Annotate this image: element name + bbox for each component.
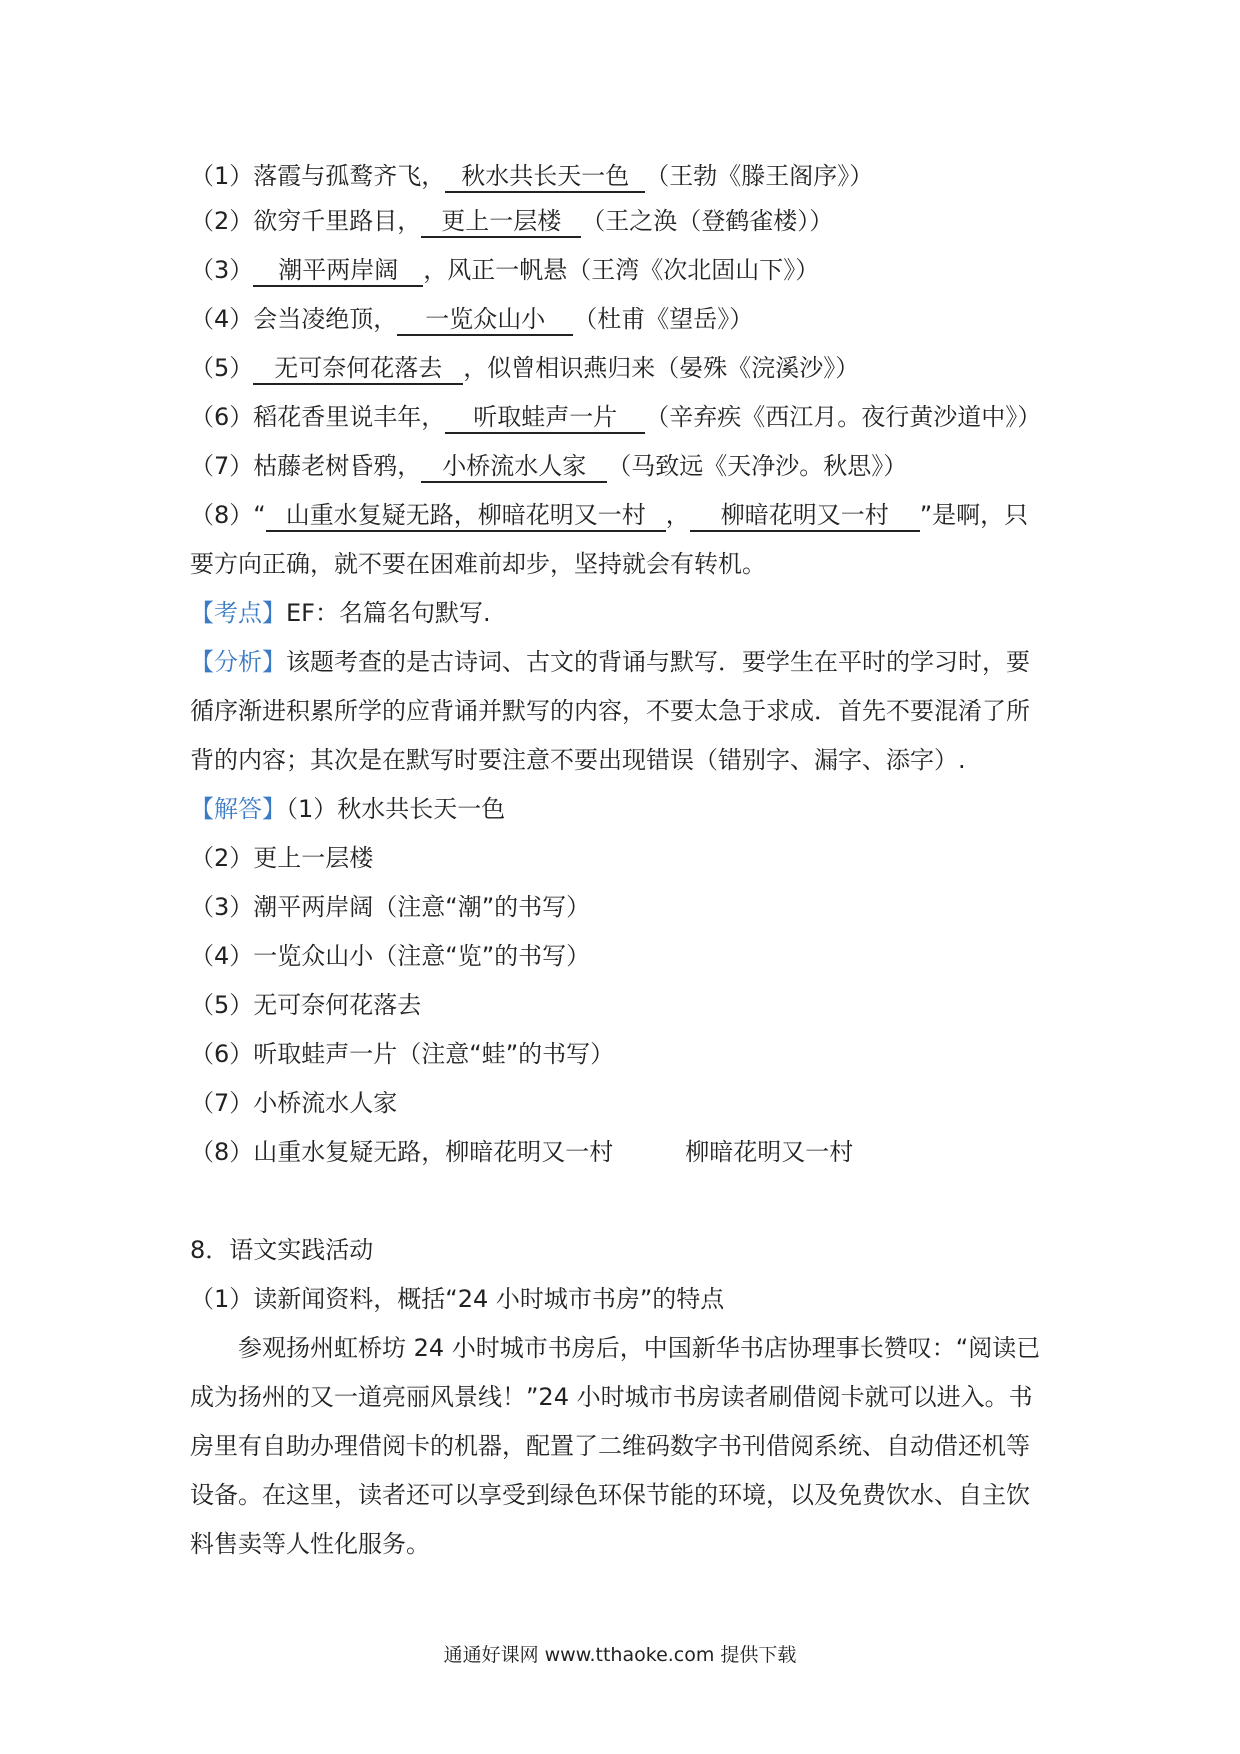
- jieda-item: （4）一览众山小（注意“览”的书写）: [190, 942, 591, 970]
- question-number: （3）: [190, 256, 254, 284]
- kaodian-section: [190, 597, 491, 629]
- question-number: （5）: [190, 354, 254, 382]
- jieda-section: [190, 793, 505, 825]
- question-8: [190, 499, 1028, 532]
- jieda-item: （3）潮平两岸阔（注意“潮”的书写）: [190, 893, 591, 921]
- question-number: （2）: [190, 207, 254, 235]
- question-prefix: 落霞与孤鹜齐飞，: [253, 162, 446, 190]
- question-number: （7）: [190, 452, 254, 480]
- question-prefix: 欲穷千里路目，: [253, 207, 422, 235]
- comma: ，: [665, 501, 690, 529]
- question-source: （辛弃疾《西江月。夜行黄沙道中》）: [645, 403, 1042, 431]
- open-quote: “: [253, 501, 266, 529]
- answer-blank: 更上一层楼: [421, 206, 581, 238]
- question-prefix: 枯藤老树昏鸦，: [253, 452, 422, 480]
- fenxi-line-2: 循序渐进积累所学的应背诵并默写的内容，不要太急于求成．首先不要混淆了所: [190, 697, 1030, 725]
- question-number: （4）: [190, 305, 254, 333]
- answer-blank: 一览众山小: [397, 304, 573, 336]
- question-number: （6）: [190, 403, 254, 431]
- question-source: （王勃《滕王阁序》）: [645, 162, 874, 190]
- question-4: [190, 303, 753, 336]
- answer-blank: 山重水复疑无路，柳暗花明又一村: [266, 500, 666, 532]
- answer-blank: 潮平两岸阔: [253, 255, 423, 287]
- sub-question: （1）读新闻资料，概括“24 小时城市书房”的特点: [190, 1285, 725, 1313]
- kaodian-label: 【考点】: [190, 599, 286, 627]
- fenxi-text: 该题考查的是古诗词、古文的背诵与默写．要学生在平时的学习时，要: [286, 648, 1030, 676]
- passage-line: 设备。在这里，读者还可以享受到绿色环保节能的环境，以及免费饮水、自主饮: [190, 1481, 1030, 1509]
- answer-blank: 小桥流水人家: [421, 451, 607, 483]
- question-prefix: 稻花香里说丰年，: [253, 403, 446, 431]
- answer-blank: 柳暗花明又一村: [690, 500, 920, 532]
- question-2: [190, 205, 833, 238]
- jieda-item: （2）更上一层楼: [190, 844, 374, 872]
- question-source: （杜甫《望岳》）: [573, 305, 754, 333]
- question-number: （1）: [190, 162, 254, 190]
- question-1: [190, 160, 873, 193]
- fenxi-line-3: 背的内容；其次是在默写时要注意不要出现错误（错别字、漏字、添字）.: [190, 746, 966, 774]
- question-suffix: ”是啊，只: [919, 501, 1029, 529]
- question-source: ，似曾相识燕归来（晏殊《浣溪沙》）: [463, 354, 860, 382]
- question-3: [190, 254, 819, 287]
- jieda-item: （1）秋水共长天一色: [286, 795, 506, 823]
- passage-line: 参观扬州虹桥坊 24 小时城市书房后，中国新华书店协理事长赞叹：“阅读已: [190, 1334, 1041, 1362]
- section-title: 8．语文实践活动: [190, 1236, 374, 1264]
- page-footer: 通通好课网 www.tthaoke.com 提供下载: [443, 1644, 797, 1666]
- jieda-item: （5）无可奈何花落去: [190, 991, 422, 1019]
- question-source: （王之涣（登鹤雀楼））: [581, 207, 834, 235]
- jieda-item: （6）听取蛙声一片（注意“蛙”的书写）: [190, 1040, 615, 1068]
- kaodian-text: EF：名篇名句默写.: [286, 599, 491, 627]
- passage-line: 料售卖等人性化服务。: [190, 1530, 430, 1558]
- question-number: （8）: [190, 501, 254, 529]
- question-source: ，风正一帆悬（王湾《次北固山下》）: [423, 256, 820, 284]
- fenxi-section: [190, 646, 1030, 678]
- jieda-item: （7）小桥流水人家: [190, 1089, 398, 1117]
- jieda-label: 【解答】: [190, 795, 286, 823]
- question-5: [190, 352, 859, 385]
- answer-blank: 无可奈何花落去: [253, 353, 463, 385]
- question-7: [190, 450, 907, 483]
- answer-blank: 听取蛙声一片: [445, 402, 645, 434]
- answer-blank: 秋水共长天一色: [445, 161, 645, 193]
- jieda-item: （8）山重水复疑无路，柳暗花明又一村 柳暗花明又一村: [190, 1138, 854, 1166]
- fenxi-label: 【分析】: [190, 648, 286, 676]
- question-6: [190, 401, 1041, 434]
- passage-line: 房里有自助办理借阅卡的机器，配置了二维码数字书刊借阅系统、自动借还机等: [190, 1432, 1030, 1460]
- question-8-continuation: 要方向正确，就不要在困难前却步，坚持就会有转机。: [190, 550, 766, 578]
- passage-line: 成为扬州的又一道亮丽风景线！”24 小时城市书房读者刷借阅卡就可以进入。书: [190, 1383, 1033, 1411]
- question-source: （马致远《天净沙。秋思》）: [607, 452, 908, 480]
- question-prefix: 会当凌绝顶，: [253, 305, 398, 333]
